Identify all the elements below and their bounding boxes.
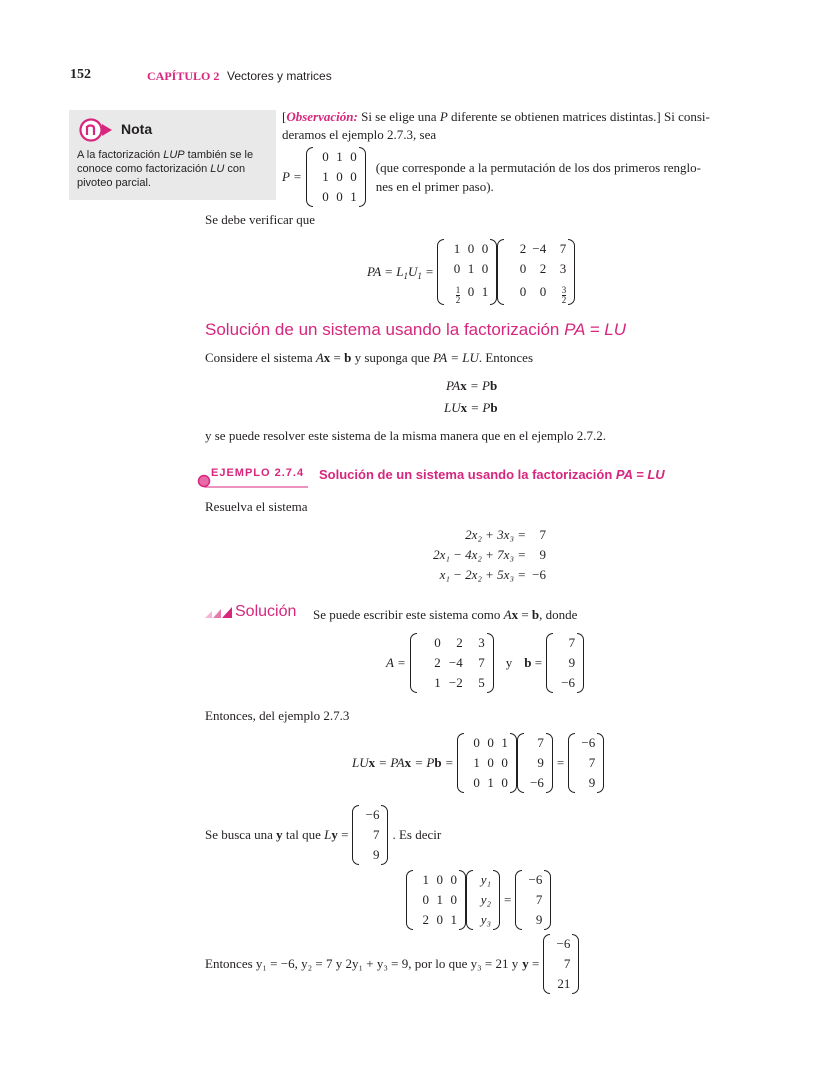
matrix-cell: 0 bbox=[436, 872, 443, 887]
matrix-cell: 0 bbox=[467, 284, 475, 299]
matrix-cell: 2 bbox=[519, 241, 527, 256]
pa-equation: PA = $L_1U_1$ = 1 0 0 0 1 0 $\frac{1}{2}$ 0 1 2 −4 7 0 2 3 0 0 $\frac{3}{2}$ bbox=[367, 239, 575, 305]
matrix-cell: 2 bbox=[539, 261, 547, 276]
page-number: 152 bbox=[70, 67, 91, 82]
left-paren bbox=[517, 733, 524, 793]
p-definition: P = 0 1 0 1 0 0 0 0 1 (que corresponde a la permutación de los dos primeros renglo- nes en el primer paso). bbox=[282, 147, 701, 207]
vector-y bbox=[466, 870, 500, 930]
left-paren bbox=[546, 633, 553, 693]
solution-label: Solución bbox=[235, 603, 297, 620]
equation-pax: PAx = Pb bbox=[446, 378, 498, 393]
matrix-cell: 0 bbox=[501, 775, 508, 790]
matrix-a bbox=[410, 633, 494, 693]
matrix-cell: 0 bbox=[481, 261, 489, 276]
matrix-cell: 0 bbox=[322, 189, 329, 204]
matrix-cell: 0 bbox=[539, 284, 547, 299]
matrix-cell: 7 bbox=[563, 956, 571, 971]
matrix-cell: y₃ bbox=[480, 912, 491, 927]
solution-triangles-icon bbox=[205, 607, 235, 619]
matrix-cell: −6 bbox=[561, 675, 576, 690]
left-paren bbox=[466, 870, 473, 930]
matrix-cell: 0 bbox=[487, 755, 494, 770]
left-paren bbox=[497, 239, 504, 305]
matrix-cell: 1 bbox=[453, 241, 461, 256]
matrix-p bbox=[306, 147, 366, 207]
right-paren bbox=[487, 633, 494, 693]
ly-matrix-equation: 1 0 0 0 1 0 2 0 1 y₁ y₂ y₃ = −6 7 9 bbox=[406, 870, 551, 930]
matrix-cell: 9 bbox=[537, 755, 544, 770]
vector-pb-input bbox=[517, 733, 553, 793]
then-text: Entonces, del ejemplo 2.7.3 bbox=[205, 708, 350, 723]
example-title: Solución de un sistema usando la factorización PA = LU bbox=[319, 467, 665, 482]
left-paren bbox=[543, 934, 550, 994]
vector-ly bbox=[352, 805, 388, 865]
vector-y-result bbox=[515, 870, 551, 930]
right-paren bbox=[493, 870, 500, 930]
left-paren bbox=[352, 805, 359, 865]
matrix-cell: 7 bbox=[372, 827, 380, 842]
vector-y-final bbox=[543, 934, 579, 994]
matrix-cell: 3 bbox=[478, 635, 485, 650]
chapter-label: CAPÍTULO 2 bbox=[147, 69, 220, 83]
right-paren bbox=[577, 633, 584, 693]
matrix-cell: 1 bbox=[422, 872, 429, 887]
right-paren bbox=[546, 733, 553, 793]
left-paren bbox=[306, 147, 313, 207]
equation-lux: LUx = Pb bbox=[444, 400, 498, 415]
note-title: Nota bbox=[121, 121, 153, 137]
observation-line-2: deramos el ejemplo 2.7.3, sea bbox=[282, 127, 437, 142]
matrix-cell: 1 bbox=[487, 775, 494, 790]
matrix-cell: 2 bbox=[456, 635, 463, 650]
vector-b bbox=[546, 633, 584, 693]
left-paren bbox=[457, 733, 464, 793]
matrix-cell: y₂ bbox=[480, 892, 491, 907]
matrix-cell: y₁ bbox=[480, 872, 491, 887]
matrix-cell: 0 bbox=[336, 169, 343, 184]
matrix-l1 bbox=[437, 239, 497, 305]
left-paren bbox=[410, 633, 417, 693]
matrix-cell: −4 bbox=[448, 655, 463, 670]
matrix-cell: −6 bbox=[581, 735, 596, 750]
equation-system: 2x₂ + 3x₃ = 7 2x₁ − 4x₂ + 7x₃ = 9 x₁ − 2x₂ + 5x₃ = −6 bbox=[433, 527, 546, 582]
matrix-cell: 1 bbox=[436, 892, 443, 907]
matrix-cell: 9 bbox=[372, 847, 380, 862]
final-equation: Entonces y₁ = −6, y₂ = 7 y 2y₁ + y₃ = 9, por lo que y₃ = 21 y y = −6 7 21 bbox=[205, 934, 579, 994]
matrix-cell: −6 bbox=[556, 936, 571, 951]
a-and-b-definition: A = 0 2 3 2 −4 7 1 −2 5 y b = 7 9 −6 bbox=[386, 633, 584, 693]
right-paren bbox=[544, 870, 551, 930]
matrix-cell: 9 bbox=[588, 775, 596, 790]
matrix-l bbox=[406, 870, 466, 930]
matrix-cell: 1 bbox=[336, 149, 343, 164]
matrix-cell: 1 bbox=[481, 284, 489, 299]
matrix-cell: 9 bbox=[568, 655, 576, 670]
matrix-cell: 3 bbox=[559, 261, 567, 276]
right-paren bbox=[490, 239, 497, 305]
matrix-cell: 7 bbox=[478, 655, 485, 670]
matrix-cell: −2 bbox=[448, 675, 463, 690]
matrix-cell: 0 bbox=[519, 284, 527, 299]
matrix-cell: 7 bbox=[537, 735, 544, 750]
verify-text: Se debe verificar que bbox=[205, 212, 316, 227]
matrix-cell: 2 bbox=[422, 912, 429, 927]
matrix-cell: −6 bbox=[528, 872, 543, 887]
section-title: Solución de un sistema usando la factorización PA = LU bbox=[205, 320, 626, 339]
matrix-cell: 9 bbox=[535, 912, 543, 927]
matrix-cell: 0 bbox=[322, 149, 329, 164]
resuelva-text: Resuelva el sistema bbox=[205, 499, 308, 514]
matrix-cell: −4 bbox=[532, 241, 547, 256]
matrix-cell: 1 bbox=[450, 912, 457, 927]
left-paren bbox=[515, 870, 522, 930]
matrix-cell: 0 bbox=[436, 912, 443, 927]
note-box bbox=[69, 110, 276, 200]
matrix-cell: 0 bbox=[450, 892, 457, 907]
matrix-cell: 0 bbox=[422, 892, 429, 907]
matrix-cell: 0 bbox=[487, 735, 494, 750]
matrix-cell: 0 bbox=[450, 872, 457, 887]
note-text: A la factorización LUP también se le conoce como factorización LU con pivoteo parcial. bbox=[77, 149, 254, 189]
consider-text: Considere el sistema Ax = b y suponga que PA = LU. Entonces bbox=[205, 350, 534, 365]
example-label: EJEMPLO 2.7.4 bbox=[211, 467, 305, 479]
matrix-cell: 0 bbox=[434, 635, 441, 650]
note-n-icon bbox=[79, 118, 119, 142]
matrix-cell: 7 bbox=[588, 755, 596, 770]
vector-pb-result bbox=[568, 733, 604, 793]
right-paren bbox=[459, 870, 466, 930]
solution-text: Se puede escribir este sistema como Ax = b, donde bbox=[313, 607, 578, 622]
matrix-cell: 0 bbox=[453, 261, 461, 276]
observation-line-1: [Observación: Si se elige una P diferente se obtienen matrices distintas.] Si consi- bbox=[282, 109, 710, 124]
ly-equation: Se busca una y tal que Ly = −6 7 9 . Es decir bbox=[205, 805, 441, 865]
matrix-cell: 1 bbox=[350, 189, 357, 204]
matrix-cell: 2 bbox=[434, 655, 441, 670]
resolve-text: y se puede resolver este sistema de la misma manera que en el ejemplo 2.7.2. bbox=[205, 428, 607, 443]
matrix-cell: 7 bbox=[559, 241, 567, 256]
matrix-cell: 1 bbox=[473, 755, 480, 770]
right-paren bbox=[572, 934, 579, 994]
matrix-cell: 0 bbox=[336, 189, 343, 204]
matrix-cell: 0 bbox=[481, 241, 489, 256]
chapter-title: Vectores y matrices bbox=[227, 69, 332, 83]
matrix-cell: −6 bbox=[365, 807, 380, 822]
left-paren bbox=[406, 870, 413, 930]
matrix-cell: 0 bbox=[519, 261, 527, 276]
matrix-cell: 21 bbox=[557, 976, 571, 991]
matrix-cell: 0 bbox=[473, 735, 480, 750]
matrix-cell: $\frac{3}{2}$ bbox=[561, 285, 567, 305]
matrix-cell: $\frac{1}{2}$ bbox=[455, 285, 461, 305]
matrix-cell: 1 bbox=[467, 261, 475, 276]
matrix-cell: 1 bbox=[322, 169, 329, 184]
matrix-u1 bbox=[497, 239, 575, 305]
right-paren bbox=[597, 733, 604, 793]
matrix-cell: 0 bbox=[350, 149, 357, 164]
left-paren bbox=[437, 239, 444, 305]
matrix-cell: 0 bbox=[473, 775, 480, 790]
matrix-cell: 1 bbox=[434, 675, 441, 690]
right-paren bbox=[510, 733, 517, 793]
matrix-cell: 7 bbox=[535, 892, 543, 907]
matrix-cell: 5 bbox=[478, 675, 485, 690]
right-paren bbox=[381, 805, 388, 865]
matrix-cell: 0 bbox=[501, 755, 508, 770]
lux-equation: LUx = PAx = Pb = 0 0 1 1 0 0 0 1 0 7 9 −6 = −6 7 9 bbox=[352, 733, 604, 793]
matrix-cell: 0 bbox=[350, 169, 357, 184]
right-paren bbox=[359, 147, 366, 207]
matrix-cell: 7 bbox=[568, 635, 576, 650]
matrix-cell: 0 bbox=[467, 241, 475, 256]
matrix-cell: −6 bbox=[530, 775, 544, 790]
matrix-p-lux bbox=[457, 733, 517, 793]
right-paren bbox=[568, 239, 575, 305]
left-paren bbox=[568, 733, 575, 793]
matrix-cell: 1 bbox=[501, 735, 508, 750]
